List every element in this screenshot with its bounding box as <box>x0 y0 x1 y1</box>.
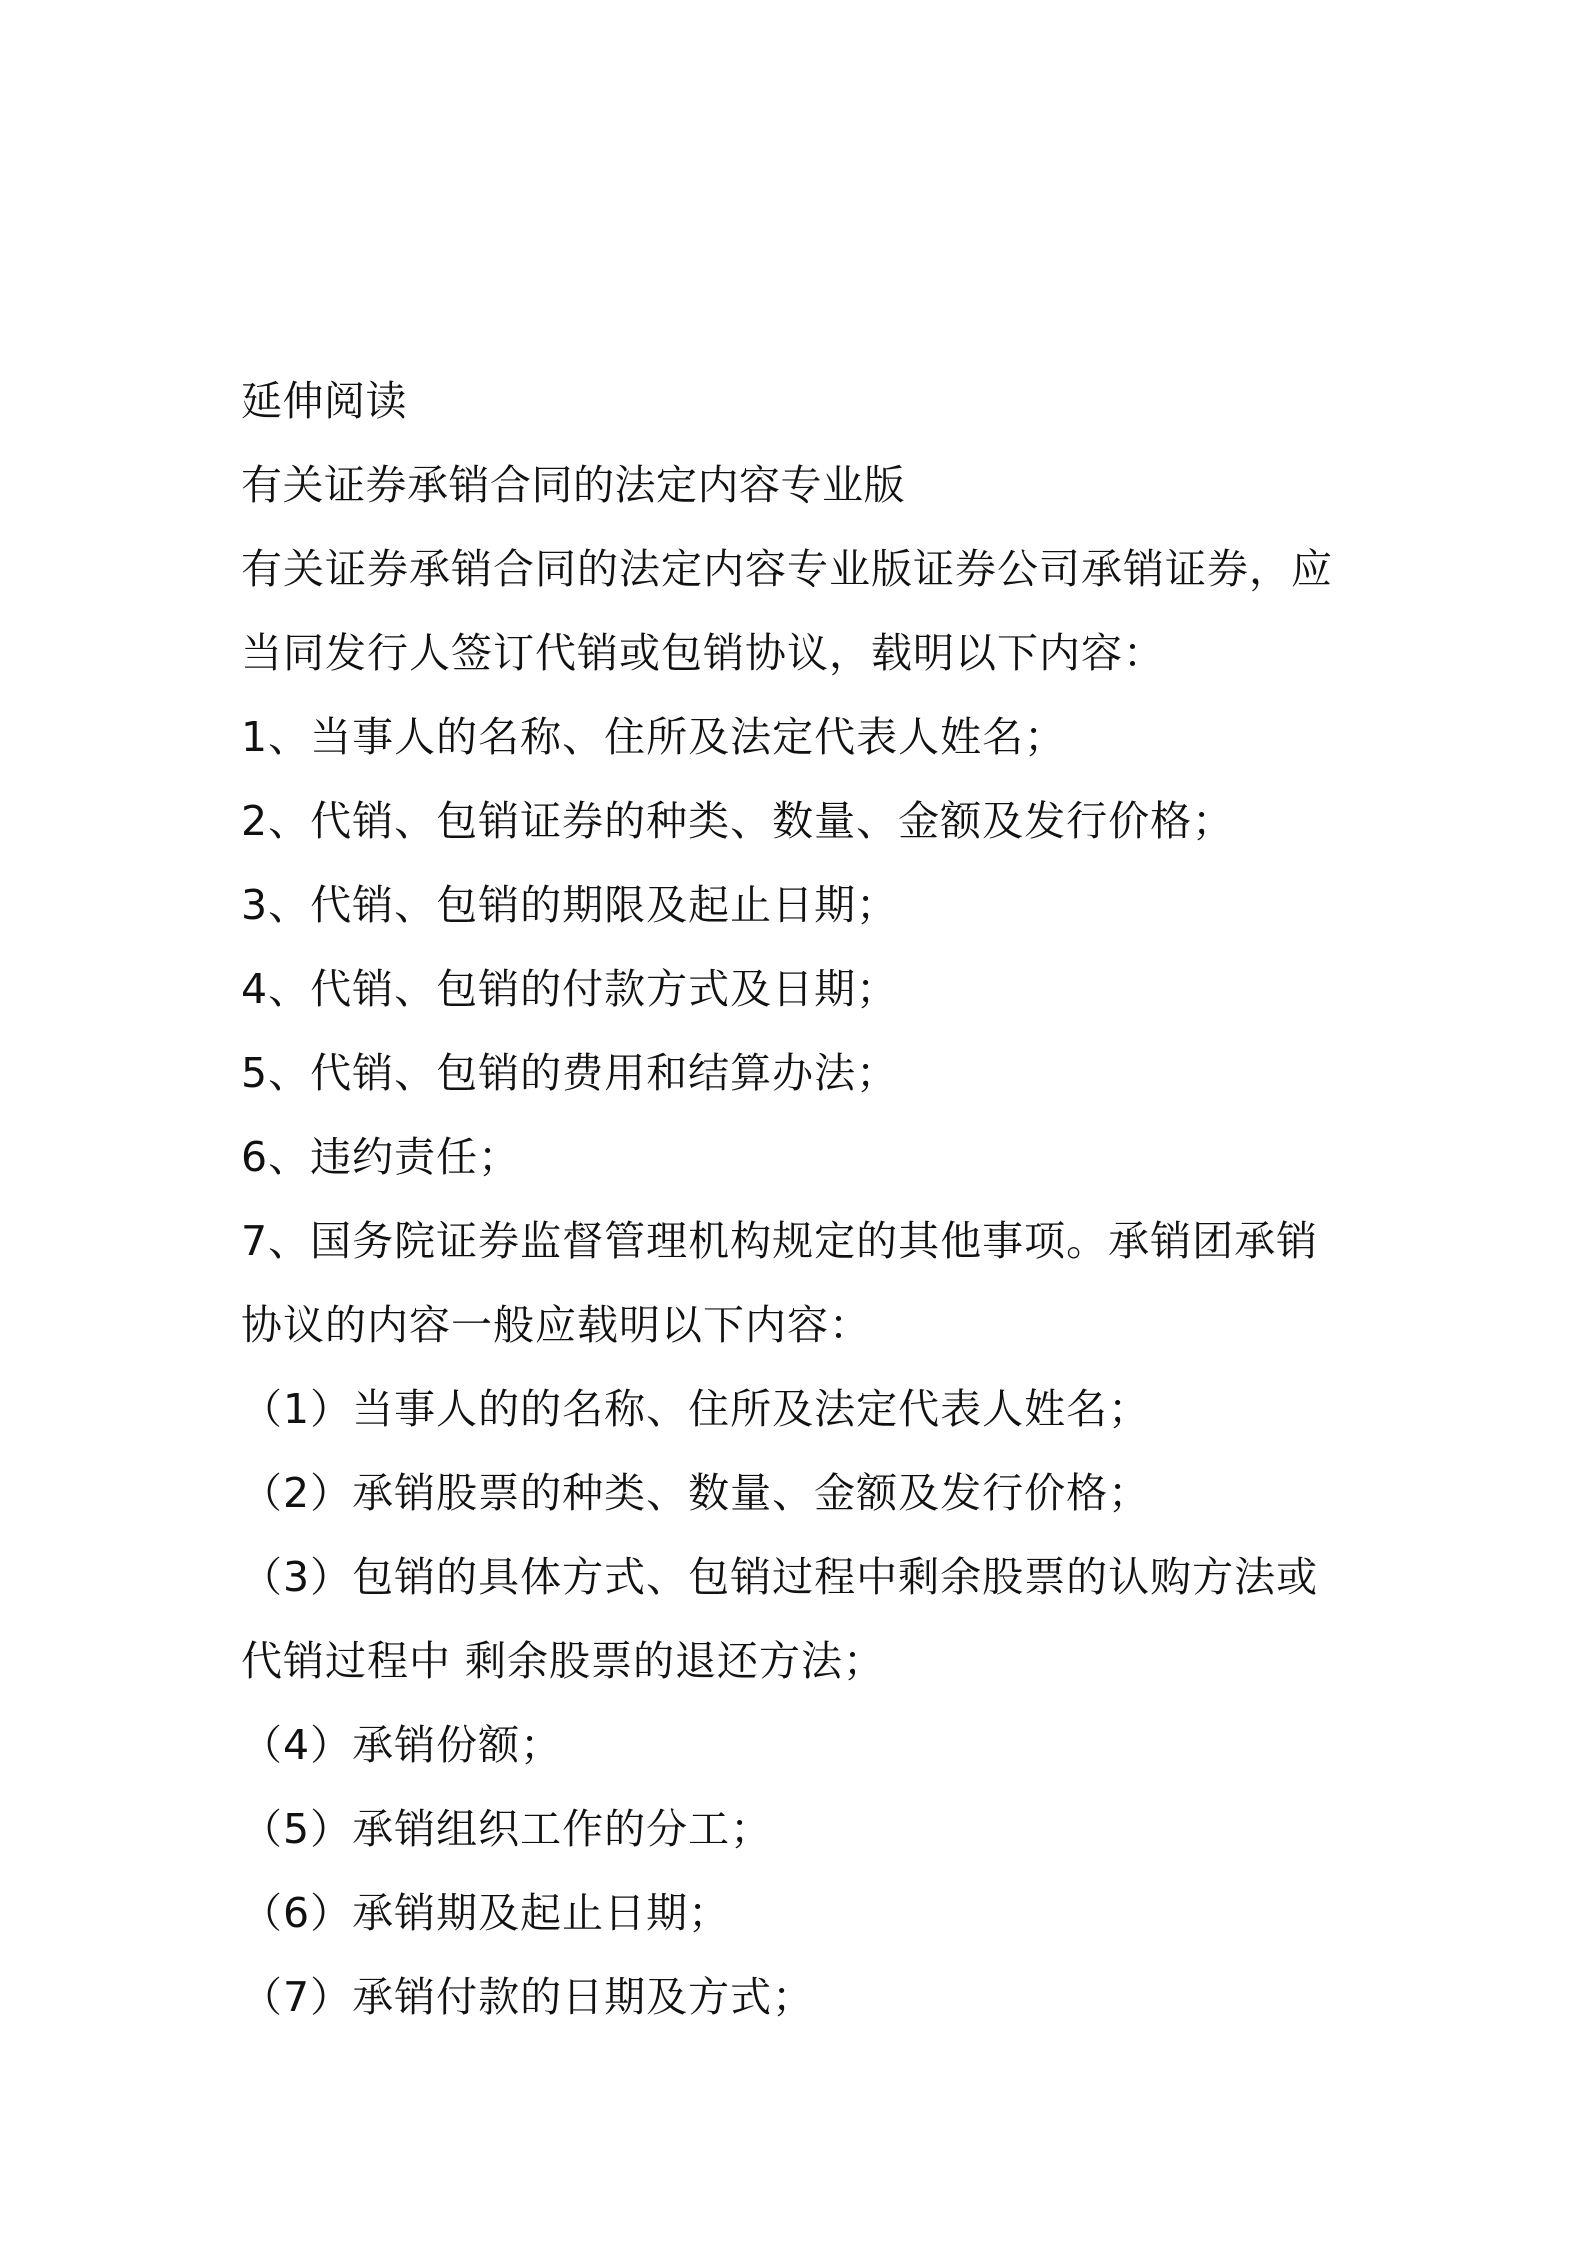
document-body <box>241 359 1371 2039</box>
intro-paragraph-line-1: 有关证券承销合同的法定内容专业版证券公司承销证券，应 <box>241 545 1333 593</box>
list-item-2: 2、代销、包销证券的种类、数量、金额及发行价格； <box>241 797 1235 845</box>
sub-item-5: （5）承销组织工作的分工； <box>241 1805 773 1853</box>
sub-item-3-line-1: （3）包销的具体方式、包销过程中剩余股票的认购方法或 <box>241 1553 1319 1601</box>
document-title: 有关证券承销合同的法定内容专业版 <box>241 461 905 509</box>
sub-item-4: （4）承销份额； <box>241 1721 563 1769</box>
sub-item-7: （7）承销付款的日期及方式； <box>241 1973 815 2021</box>
list-item-4: 4、代销、包销的付款方式及日期； <box>241 965 899 1013</box>
sub-item-6: （6）承销期及起止日期； <box>241 1889 731 1937</box>
list-item-3: 3、代销、包销的期限及起止日期； <box>241 881 899 929</box>
list-item-5: 5、代销、包销的费用和结算办法； <box>241 1049 899 1097</box>
sub-item-3-line-2: 代销过程中 剩余股票的退还方法； <box>241 1637 886 1685</box>
list-item-7-line-2: 协议的内容一般应载明以下内容： <box>241 1301 871 1349</box>
list-item-1: 1、当事人的名称、住所及法定代表人姓名； <box>241 713 1067 761</box>
list-item-7-line-1: 7、国务院证券监督管理机构规定的其他事项。承销团承销 <box>241 1217 1319 1265</box>
section-label: 延伸阅读 <box>241 377 407 425</box>
sub-item-1: （1）当事人的的名称、住所及法定代表人姓名； <box>241 1385 1151 1433</box>
intro-paragraph-line-2: 当同发行人签订代销或包销协议，载明以下内容： <box>241 629 1165 677</box>
list-item-6: 6、违约责任； <box>241 1133 521 1181</box>
sub-item-2: （2）承销股票的种类、数量、金额及发行价格； <box>241 1469 1151 1517</box>
